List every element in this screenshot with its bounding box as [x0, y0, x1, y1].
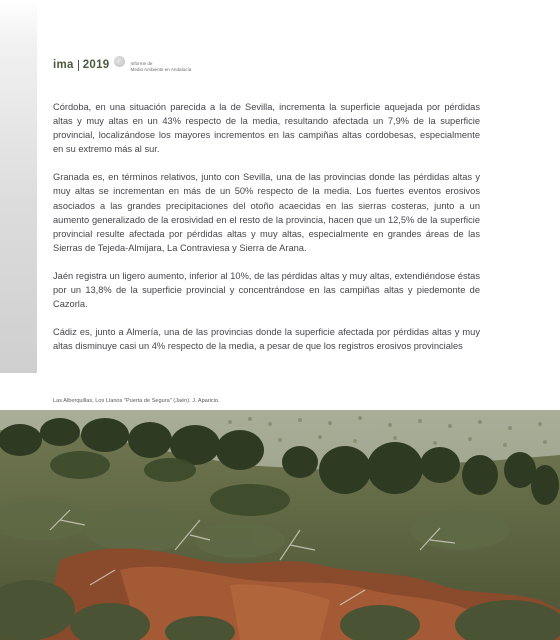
report-logo — [53, 55, 191, 75]
paragraph-granada: Granada es, en términos relativos, junto con Sevilla, una de las provincias donde las pérdidas altas y muy altas se incrementan en más de un 50% respecto de la media. Los fuertes eventos erosivos asociados a las grandes precipitaciones del otoño acaecidas en las sierras costeras, junto a un aumento generalizado de la erosividad en el resto de la provincia, hacen que un 12,5% de la superficie provincial resulte afectada por pérdidas altas y muy altas, especialmente en grandes áreas de las Sierras de Tejeda-Almijara, La Contraviesa y Sierra de Arana. — [53, 172, 480, 253]
logo-divider — [78, 60, 79, 71]
paragraph-cordoba: Córdoba, en una situación parecida a la de Sevilla, incrementa la superficie aquejada por pérdidas altas y muy altas en un 43% respecto de la media, resultando afectada un 7,9% de la superficie provincial, localizándose los mayores incrementos en las campiñas altas cordobesas, especialmente en su extremo más al sur. — [53, 102, 480, 155]
photo-caption: Las Alberquillas, Los Llanos "Puerta de Segura" (Jaén). J. Aparicio. — [53, 398, 220, 404]
logo-subtitle — [131, 61, 192, 72]
body-text — [53, 100, 480, 367]
paragraph-jaen: Jaén registra un ligero aumento, inferior al 10%, de las pérdidas altas y muy altas, extendiéndose éstas por un 13,8% de la superficie provincial y concentrándose en las campiñas altas y piedemonte de Cazorla. — [53, 270, 480, 310]
logo-subtitle-line1: Informe de — [130, 60, 153, 66]
landscape-photo — [0, 410, 560, 640]
paragraph-cadiz: Cádiz es, junto a Almería, una de las provincias donde la superficie afectada por pérdidas altas y muy altas disminuye casi un 4% respecto de la media, a pesar de que los registros erosivos provinciales — [53, 327, 480, 352]
logo-year: 2019 — [82, 59, 110, 71]
logo-circle-icon — [114, 56, 125, 67]
side-gray-band — [0, 0, 37, 373]
logo-subtitle-line2: Medio Ambiente en Andalucía — [130, 66, 192, 72]
logo-ima: ima — [53, 59, 74, 71]
